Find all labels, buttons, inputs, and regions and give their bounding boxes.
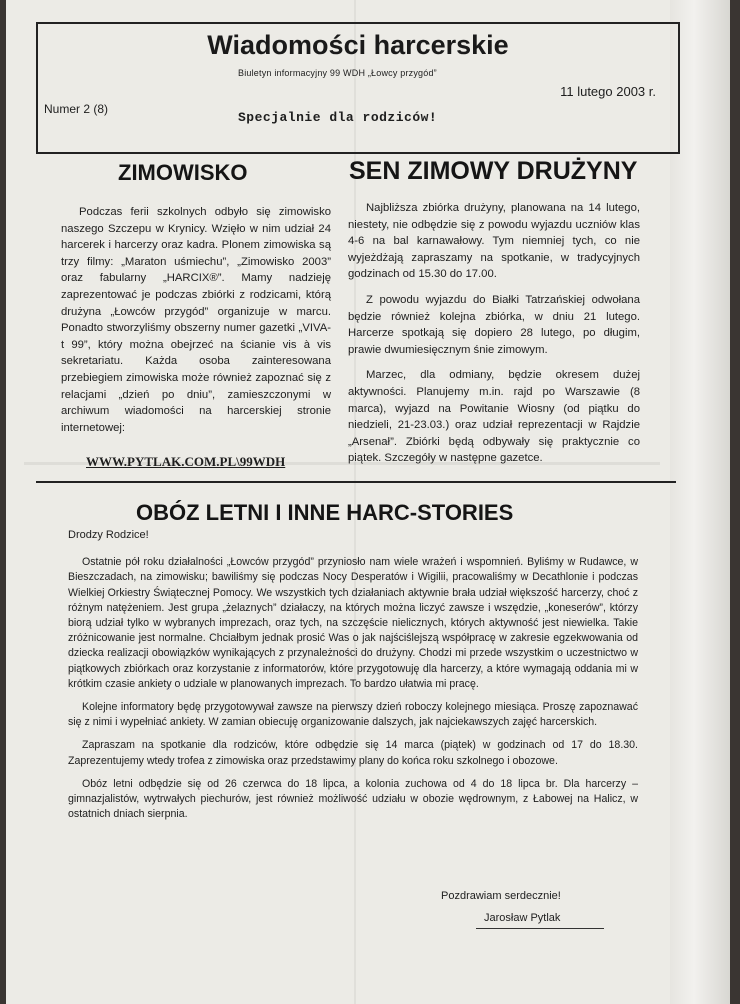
right-article-heading: SEN ZIMOWY DRUŻYNY (349, 157, 638, 185)
paragraph: Obóz letni odbędzie się od 26 czerwca do 18 lipca, a kolonia zuchowa od 4 do 18 lipca br. Dla harcerzy – gimnazjalistów, wytrwałych piechurów, jest również możliwość udziału w obozie wędrownym, z Łabowej na Halicz, w ostatnich dniach sierpnia. (68, 777, 638, 821)
masthead (36, 22, 680, 154)
paragraph: Z powodu wyjazdu do Białki Tatrzańskiej odwołana będzie również kolejna zbiórka, w dniu 21 lutego. Harcerze spotkają się dopiero 28 lutego, po długim, prawie dwumiesięcznym śnie zimowym. (348, 293, 640, 356)
right-article-body (348, 200, 640, 476)
left-article-heading: ZIMOWISKO (118, 160, 248, 185)
paragraph: Najbliższa zbiórka drużyny, planowana na 14 lutego, niestety, nie odbędzie się z powodu wyjazdu uczniów klas 4-6 na bal karnawałowy. Tym niemniej tych, co nie wyjeżdżają zapraszamy na spotkanie, w tradycyjnych godzinach od 15.30 do 17.00. (348, 202, 640, 281)
newsletter-title: Wiadomości harcerskie (207, 30, 509, 60)
letter-closing: Pozdrawiam serdecznie! (441, 890, 561, 902)
paragraph: Kolejne informatory będę przygotowywał zawsze na pierwszy dzień roboczy kolejnego miesiąca. Proszę zapoznawać się z nimi i wypełniać ankiety. W zamian obiecuję organizowanie dalszych, jak najciekawszych zajęć harcerskich. (68, 701, 638, 729)
paragraph: Ostatnie pół roku działalności „Łowców przygód” przyniosło nam wiele wrażeń i wspomnień. Byliśmy w Rudawce, w Bieszczadach, na zimowisku; bawiliśmy się podczas Nocy Desperatów i Wigilii, pracowaliśmy w Decathlonie i podczas Wielkiej Orkiestry Świątecznej Pomocy. We wszystkich tych działaniach aktywnie brała udział większość harcerzy, choć z różnym natężeniem. Jest grupa „żelaznych” działaczy, na których można liczyć zawsze i wszędzie, „koneserów”, którzy biorą udział tylko w wybranych imprezach, oraz tych, na szczęście nielicznych, których aktywność jest niewielka. Takie zróżnicowanie jest normalne. Chciałbym jednak prosić Was o jak najściślejszą współpracę w zakresie egzekwowania od dziecka realizacji obowiązków wynikających z przynależności do drużyny. Chodzi mi przede wszystkim o uczestnictwo w piątkowych zbiórkach oraz korzystanie z informatorów, które przygotowuję dla harcerzy, a które wymagają oddania mi w krótkim czasie ankiety o udziale w planowanych imprezach. To bardzo ułatwia mi pracę. (68, 556, 638, 690)
signature-line (476, 928, 604, 929)
letter-body (68, 528, 638, 830)
paragraph: Zapraszam na spotkanie dla rodziców, które odbędzie się 14 marca (piątek) w godzinach od 17 do 18.30. Zaprezentujemy wtedy trofea z zimowiska oraz przedstawimy plany do końca roku szkolnego i obozowe. (68, 739, 638, 767)
paragraph: Marzec, dla odmiany, będzie okresem dużej aktywności. Planujemy m.in. rajd po Warszawie (8 marca), wyjazd na Powitanie Wiosny (od piątku do niedzieli, 21-23.03.) oraz udział reprezentacji w Rajdzie „Arsenał”. Zbiórki będą odbywały się praktycznie co piątek. Szczegóły w następne gazetce. (348, 369, 640, 465)
issue-date: 11 lutego 2003 r. (560, 84, 656, 99)
paragraph: Podczas ferii szkolnych odbyło się zimowisko naszego Szczepu w Krynicy. Wzięło w nim udział 24 harcerek i harcerzy oraz kadra. Plonem zimowiska są trzy filmy: „Maraton uśmiechu”, „Zimowisko 2003” oraz fabularny „HARCIX®”. Mamy nadzieję zaprezentować je podczas zbiórki z rodzicami, którą drużyna „Łowców przygód” organizuje w marcu. Ponadto stworzyliśmy obszerny numer gazetki „VIVA-t 99”, który można obejrzeć na ścianie vis à vis sekretariatu. Każda osoba zainteresowana przebiegiem zimowiska może również zapoznać się z relacjami „dzień po dniu”, zamieszczonymi w archiwum wiadomości na harcerskiej stronie internetowej: (61, 206, 331, 434)
section-divider (36, 481, 676, 483)
newsletter-page (6, 0, 730, 1004)
bottom-article-heading: OBÓZ LETNI I INNE HARC-STORIES (136, 500, 514, 525)
website-url: WWW.PYTLAK.COM.PL\99WDH (86, 454, 286, 469)
left-article-body (61, 204, 331, 442)
newsletter-subtitle: Biuletyn informacyjny 99 WDH „Łowcy przygód” (238, 68, 437, 78)
letter-greeting: Drodzy Rodzice! (68, 529, 149, 541)
issue-number: Numer 2 (8) (44, 102, 109, 116)
letter-signature: Jarosław Pytlak (484, 912, 561, 924)
tagline: Specjalnie dla rodziców! (238, 110, 438, 125)
